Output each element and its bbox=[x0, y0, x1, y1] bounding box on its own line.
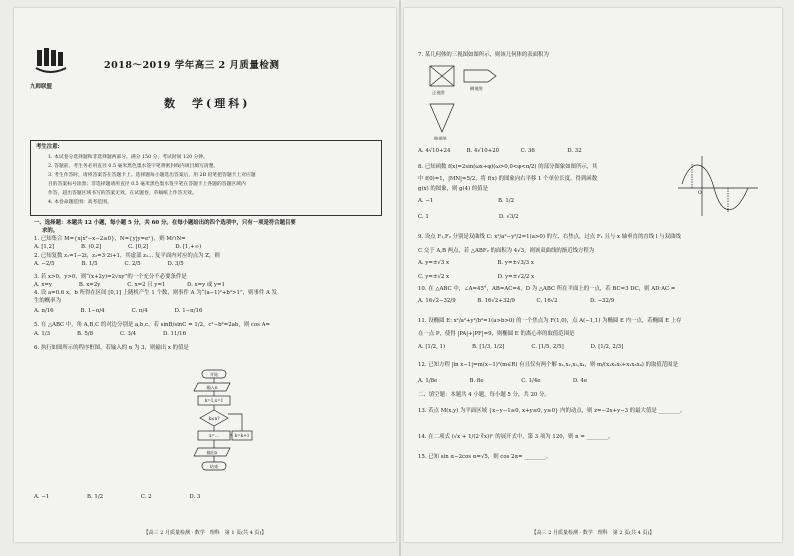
top-view-label: 俯视图 bbox=[434, 136, 447, 140]
side-view-label: 侧视图 bbox=[470, 86, 483, 91]
question-line: g(x) 的图象，则 g(4) 的值是 bbox=[418, 186, 489, 192]
question-line: A. −1 B. 1/2 C. 2 D. 3 bbox=[34, 494, 201, 500]
flow-input-label: 输入n bbox=[206, 385, 218, 390]
question-line: 8. 已知函数 f(x)=2sin(ωx+φ)(ω>0,0<φ<π/2) 的部分图象如图所示，其 bbox=[418, 164, 598, 170]
question-line: A. x=y B. x=2y C. x=2 且 y=1 D. x=y 或 y=1 bbox=[34, 282, 225, 288]
question-line: 10. 在 △ABC 中，∠A=45°，AB=AC=4，D 为 △ABC 所在平面上的一点，若 BC=3 DC，则 AD·AC = bbox=[418, 286, 676, 292]
subject-title: 数 学(理科) bbox=[164, 97, 251, 110]
question-line: C. 1 D. √3/2 bbox=[418, 214, 519, 220]
question-line: A. [1/2, 1) B. [1/3, 1/2] C. [1/5, 2/5] D. [1/2, 2/3] bbox=[418, 344, 624, 350]
page-right bbox=[404, 8, 782, 542]
logo-icon bbox=[34, 48, 70, 82]
question-line: 5. 在 △ABC 中，角 A,B,C 的对边分别是 a,b,c，若 sinB/sinC = 1/2，c²−b²=2ab，则 cos A= bbox=[34, 322, 270, 328]
logo-text: 九师联盟 bbox=[30, 84, 53, 90]
notice-line: 作答，超出答题区域书写的答案无效，在试题卷、草稿纸上作答无效。 bbox=[48, 191, 197, 196]
question-line: 14. 在二项式 (√x + 1/(2·∛x))ⁿ 的展开式中，第 3 项为 120，则 n = ________。 bbox=[418, 434, 614, 440]
flow-init-label: k=1,x=1 bbox=[204, 398, 224, 403]
flow-start-label: 开始 bbox=[209, 372, 219, 377]
page-left bbox=[14, 8, 396, 542]
question-line: A. −1 B. 1/2 bbox=[418, 198, 515, 204]
origin-label: O bbox=[698, 191, 702, 196]
question-line: 中 f(0)=1，|MN|=5/2，将 f(x) 的图象向右平移 1 个单位长度，得到函数 bbox=[418, 176, 598, 182]
flowchart-figure bbox=[184, 368, 254, 488]
question-line: 生的概率为 bbox=[34, 298, 61, 304]
question-line: C 交于 A,B 两点，若 △ABF₂ 的面积为 4√3，则该双曲线的渐近线方程为 bbox=[418, 248, 595, 254]
question-line: 2. 已知复数 z₁=1−2i，z₂=3·2i+1，其虚部 z₂... 复平面内对应的点为 Z，则 bbox=[34, 253, 220, 259]
section-heading-cont: 求的。 bbox=[42, 228, 59, 234]
question-line: 3. 若 x>0，y>0，则“(x+2y)=2√xy”的一个充分不必要条件是 bbox=[34, 274, 187, 280]
question-line: 15. 已知 sin α−2cos α=√5，则 cos 2α= ________。 bbox=[418, 454, 552, 460]
section-heading: 一、选择题：本题共 12 小题，每小题 5 分，共 60 分。在每小题给出的四个选项中，只有一项是符合题目要 bbox=[34, 220, 296, 226]
notice-line: 3. 考生作答时，请将答案答在答题卡上。选择题每小题选出答案后，用 2B 铅笔把答题卡上对应题 bbox=[48, 173, 256, 178]
notice-line: 1. 本试卷分选择题和非选择题两部分。满分 150 分，考试时间 120 分钟。 bbox=[48, 155, 209, 160]
notice-line: 4. 本卷命题范围：高考范围。 bbox=[48, 200, 112, 205]
notice-heading: 考生注意: bbox=[36, 144, 60, 150]
question-line: 11. 设椭圆 E: x²/a²+y²/b²=1(a>b>0) 的一个焦点为 F(1,0)，点 A(−1,1) 为椭圆 E 内一点，若椭圆 E 上存 bbox=[418, 318, 682, 324]
question-line: A. y=±√3 x B. y=±√3/3 x bbox=[418, 260, 534, 266]
three-view-figure bbox=[426, 60, 546, 140]
question-line: 1. 已知集合 M={x|x²−x−2≤0}，N={y|y=eˣ}，则 M∩N= bbox=[34, 236, 186, 242]
question-line: 在一点 P，使得 |PA|+|PF|=9，则椭圆 E 的离心率的取值范围是 bbox=[418, 331, 575, 337]
front-view-label: 正视图 bbox=[432, 90, 445, 95]
sine-graph-figure bbox=[676, 154, 760, 218]
flow-inc-label: k=k+1 bbox=[234, 433, 250, 438]
question-line: 9. 设点 F₁,F₂ 分别是双曲线 C: x²/a²−y²/2=1(a>0) 的左、右焦点，过点 F₁ 且与 x 轴垂直的直线 l 与双曲线 bbox=[418, 234, 681, 240]
flow-end-label: 结束 bbox=[209, 464, 219, 469]
question-line: A. 1/3 B. 5/8 C. 3/4 D. 11/16 bbox=[34, 331, 187, 337]
flow-output-label: 输出x bbox=[206, 450, 218, 455]
question-line: A. 16√2−32/9 B. 16√2+32/9 C. 16√2 D. −32/9 bbox=[418, 298, 615, 304]
question-line: 4. 设 a=0.6 x，b 所得在区间 [0,1] 上随机产生 1 个数，则事件 A 为“(a−1)²+b²>1”，则事件 A 发 bbox=[34, 290, 277, 296]
question-line: A. 1/8e B. 8e C. 1/4e D. 4e bbox=[418, 378, 588, 384]
question-line: A. 4√10+24 B. 4√10+20 C. 36 D. 32 bbox=[418, 148, 582, 154]
question-line: A. π/16 B. 1−π/4 C. π/4 D. 1−π/16 bbox=[34, 308, 203, 314]
page-fold bbox=[399, 0, 401, 556]
question-line: 7. 某几何体的三视图如图所示，则该几何体的表面积为 bbox=[418, 52, 549, 58]
page-footer: 【高三 2 月质量检测 · 数学 理科 第 1 页(共 4 页)】 bbox=[143, 530, 267, 536]
question-line: C. y=±√2 x D. y=±√2/2 x bbox=[418, 274, 535, 280]
question-line: 二、填空题：本题共 4 小题，每小题 5 分，共 20 分。 bbox=[418, 392, 550, 398]
notice-line: 2. 答题前，考生务必用直径 0.5 毫米黑色墨水签字笔将密封线内项目填写清楚。 bbox=[48, 164, 219, 169]
question-line: 13. 若点 M(x,y) 为平面区域 {x−y−1≥0, x+y≤0, y≥0} 内的动点，则 z=−2x+y−3 的最大值是 ________。 bbox=[418, 408, 686, 414]
notice-line: 目的答案标号涂黑；非选择题请用直径 0.5 毫米黑色墨水签字笔在答题卡上各题的答题区域内 bbox=[48, 182, 246, 187]
question-line: 6. 执行如图所示的程序框图，若输入的 n 为 3，则输出 x 的值是 bbox=[34, 345, 189, 351]
flow-step-label: x=... bbox=[209, 433, 219, 438]
exam-title: 2018～2019 学年高三 2 月质量检测 bbox=[104, 60, 280, 71]
question-line: 12. 已知方程 |ln x−1|=m(x−1)²(m∈R) 有且仅有两个解 x₁,x₂,x₃,x₄，则 m/(x₁x₂x₃+x₁x₃x₄) 的取值范围是 bbox=[418, 362, 678, 368]
question-line: A. [1,2] B. (0,2] C. [0,2] D. [1,+∞) bbox=[34, 244, 202, 250]
question-line: A. −2/5 B. 1/5 C. 2/5 D. 3/5 bbox=[34, 261, 184, 267]
flow-cond-label: k≤n? bbox=[208, 416, 220, 421]
page-footer: 【高三 2 月质量检测 · 数学 理科 第 2 页(共 4 页)】 bbox=[531, 530, 655, 536]
